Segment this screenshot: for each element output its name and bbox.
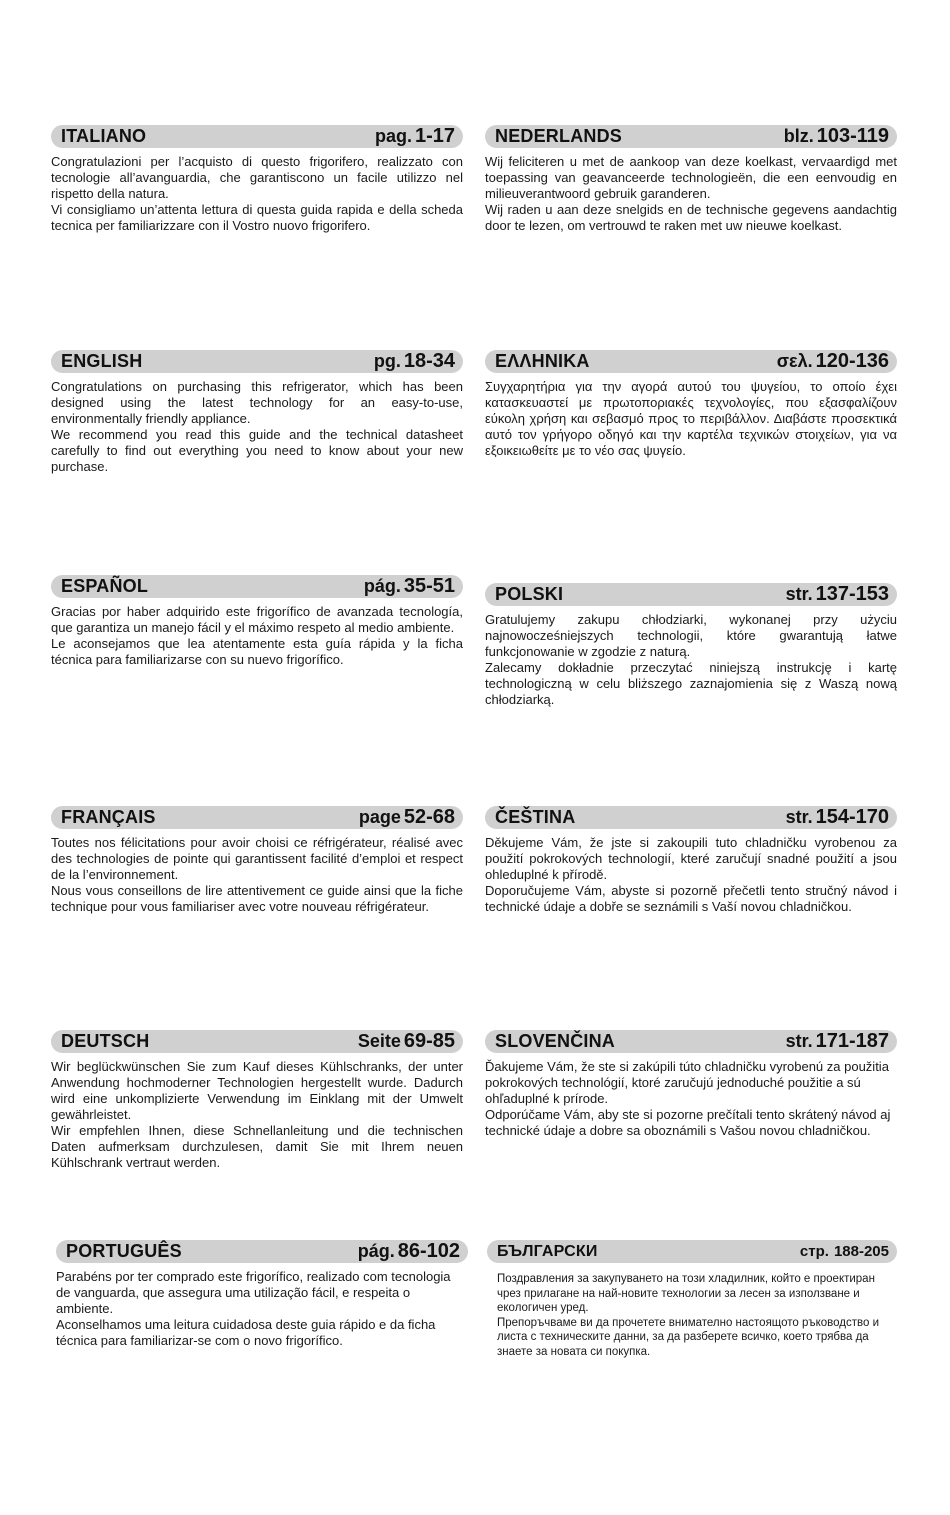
page-prefix: стр. <box>799 1243 829 1260</box>
section-body <box>485 612 897 708</box>
page-prefix: pág. <box>357 1241 395 1261</box>
section-body <box>51 379 463 475</box>
section-header-bar <box>51 1030 463 1053</box>
page-range: 86-102 <box>397 1240 460 1262</box>
language-name: БЪЛГАРСКИ <box>497 1242 598 1260</box>
section-slovencina <box>485 1030 897 1139</box>
language-name: PORTUGUÊS <box>66 1241 182 1261</box>
section-body <box>51 835 463 915</box>
section-deutsch <box>51 1030 463 1171</box>
page-prefix: page <box>358 807 401 827</box>
section-header-bar <box>51 806 463 829</box>
section-header-bar <box>51 350 463 373</box>
section-italiano <box>51 125 463 234</box>
page-range: 35-51 <box>403 575 455 597</box>
paragraph: Parabéns por ter comprado este frigorífico, realizado com tecnologia de vanguarda, que assegura uma utilização fácil, e respeita o ambiente. <box>56 1269 451 1316</box>
page-range: 1-17 <box>414 125 455 147</box>
section-body <box>485 1059 897 1139</box>
page-prefix: pág. <box>363 576 401 596</box>
page-range: 154-170 <box>815 806 889 828</box>
paragraph: Toutes nos félicitations pour avoir choisi ce réfrigérateur, réalisé avec des technologies de pointe qui garantissent facilité d’emploi et respect de la l’environnement. <box>51 835 463 882</box>
section-header-bar <box>485 125 897 148</box>
page-prefix: str. <box>785 807 813 827</box>
section-body <box>485 835 897 915</box>
language-name: FRANÇAIS <box>61 807 156 827</box>
section-header-bar <box>56 1240 468 1263</box>
page-prefix: pag. <box>374 126 412 146</box>
section-english <box>51 350 463 475</box>
section-polski <box>485 583 897 708</box>
paragraph: Поздравления за закупуването на този хладилник, който е проектиран чрез прилагане на най-новите технологии за лесен за използване и екологичен уред. <box>497 1273 875 1314</box>
section-body <box>51 154 463 234</box>
language-name: ΕΛΛΗΝΙΚΑ <box>495 351 590 371</box>
section-nederlands <box>485 125 897 234</box>
paragraph: Ďakujeme Vám, že ste si zakúpili túto chladničku vyrobenú za použitia pokrokových technológií, ktoré zaručujú jednoduché použitie a sú ohľaduplné k prírode. <box>485 1059 889 1106</box>
section-header-bar <box>487 1240 897 1263</box>
paragraph: Препоръчваме ви да прочетете внимателно настоящото ръководство и листа с техническите данни, за да разберете всичко, което трябва да знаете за новата си покупка. <box>497 1316 879 1358</box>
page-prefix: blz. <box>783 126 814 146</box>
paragraph: Wij raden u aan deze snelgids en de technische gegevens aandachtig door te lezen, om vertrouwd te raken met uw nieuwe koelkast. <box>485 202 897 233</box>
page-range: 120-136 <box>815 350 889 372</box>
section-header-bar <box>51 125 463 148</box>
page-prefix: σελ. <box>776 351 813 371</box>
section-header-bar <box>485 583 897 606</box>
page-range: 171-187 <box>815 1030 889 1052</box>
page-range: 52-68 <box>403 806 455 828</box>
section-header-bar <box>51 575 463 598</box>
page-range: 18-34 <box>403 350 455 372</box>
language-name: ESPAÑOL <box>61 576 149 596</box>
section-ellinika <box>485 350 897 459</box>
paragraph: Odporúčame Vám, aby ste si pozorne prečítali tento skrátený návod aj technické údaje a dobre sa oboznámili s Vašou novou chladničkou. <box>485 1107 891 1138</box>
page-range: 69-85 <box>403 1030 455 1052</box>
page-prefix: str. <box>785 1031 813 1051</box>
page-prefix: str. <box>785 584 813 604</box>
paragraph: Congratulazioni per l’acquisto di questo frigorifero, realizzato con tecnologie all’avanguardia, che garantiscono un facile utilizzo nel rispetto della natura. <box>51 154 463 201</box>
paragraph: Wir beglückwünschen Sie zum Kauf dieses Kühlschranks, der unter Anwendung hochmoderner Technologien hergestellt wurde. Dadurch wird eine unkomplizierte Verwendung im Einklang mit der Umwelt gewährleistet. <box>51 1059 463 1122</box>
section-francais <box>51 806 463 915</box>
language-name: ENGLISH <box>61 351 143 371</box>
paragraph: Gratulujemy zakupu chłodziarki, wykonanej przy użyciu najnowocześniejszych technologii, które gwarantują łatwe funkcjonowanie w zgodzie z naturą. <box>485 612 897 659</box>
paragraph: Gracias por haber adquirido este frigorífico de avanzada tecnología, que garantiza un manejo fácil y el máximo respeto al medio ambiente. <box>51 604 463 635</box>
page-prefix: pg. <box>373 351 401 371</box>
page-range: 188-205 <box>833 1243 889 1260</box>
section-body <box>51 1059 463 1171</box>
paragraph: Aconselhamos uma leitura cuidadosa deste guia rápido e da ficha técnica para familiarizar-se com o novo frigorífico. <box>56 1317 436 1348</box>
section-portugues <box>56 1240 468 1349</box>
language-name: NEDERLANDS <box>495 126 623 146</box>
section-body <box>487 1272 897 1359</box>
section-header-bar <box>485 1030 897 1053</box>
language-name: ITALIANO <box>61 126 147 146</box>
paragraph: Le aconsejamos que lea atentamente esta guía rápida y la ficha técnica para familiarizarse con su nuevo frigorífico. <box>51 636 463 667</box>
section-body <box>485 379 897 459</box>
section-body <box>56 1269 468 1349</box>
paragraph: Vi consigliamo un’attenta lettura di questa guida rapida e della scheda tecnica per familiarizzare con il Vostro nuovo frigorifero. <box>51 202 463 233</box>
paragraph: Doporučujeme Vám, abyste si pozorně přečetli tento stručný návod i technické údaje a dobře se seznámili s Vaší novou chladničkou. <box>485 883 897 914</box>
page-range: 137-153 <box>815 583 889 605</box>
page-range: 103-119 <box>816 125 889 147</box>
paragraph: Συγχαρητήρια για την αγορά αυτού του ψυγείου, το οποίο έχει κατασκευαστεί με πρωτοποριακές τεχνολογίες, που εξασφαλίζουν εύκολη χρήση και σεβασμό προς το περιβάλλον. Διαβάστε προσεκτικά αυτό τον γρήγορο οδηγό και την καρτέλα τεχνικών στοιχείων, για να εξοικειωθείτε με το νέο σας ψυγείο. <box>485 379 897 458</box>
paragraph: Zalecamy dokładnie przeczytać niniejszą instrukcję i kartę technologiczną w celu bliższego zaznajomienia się z Waszą nową chłodziarką. <box>485 660 897 707</box>
section-cestina <box>485 806 897 915</box>
paragraph: Wir empfehlen Ihnen, diese Schnellanleitung und die technischen Daten aufmerksam durchzulesen, damit Sie mit Ihrem neuen Kühlschrank vertraut werden. <box>51 1123 463 1170</box>
paragraph: Děkujeme Vám, že jste si zakoupili tuto chladničku vyrobenou za použití pokrokových technologií, které zaručují snadné použití a jsou ohleduplné k přírodě. <box>485 835 897 882</box>
section-header-bar <box>485 350 897 373</box>
language-name: DEUTSCH <box>61 1031 150 1051</box>
section-body <box>51 604 463 668</box>
language-name: POLSKI <box>495 584 564 604</box>
section-body <box>485 154 897 234</box>
language-name: SLOVENČINA <box>495 1031 616 1051</box>
paragraph: Wij feliciteren u met de aankoop van deze koelkast, vervaardigd met toepassing van geavanceerde technologieën, die een eenvoudig en milieuverantwoord gebruik garanderen. <box>485 154 897 201</box>
paragraph: Nous vous conseillons de lire attentivement ce guide ainsi que la fiche technique pour vous familiariser avec votre nouveau réfrigérateur. <box>51 883 463 914</box>
section-espanol <box>51 575 463 668</box>
section-balgarski <box>487 1240 897 1359</box>
section-header-bar <box>485 806 897 829</box>
page-prefix: Seite <box>357 1031 401 1051</box>
paragraph: Congratulations on purchasing this refrigerator, which has been designed using the latest technology for an easy-to-use, environmentally friendly appliance. <box>51 379 463 426</box>
language-name: ČEŠTINA <box>495 807 576 827</box>
paragraph: We recommend you read this guide and the technical datasheet carefully to find out everything you need to know about your new purchase. <box>51 427 463 474</box>
